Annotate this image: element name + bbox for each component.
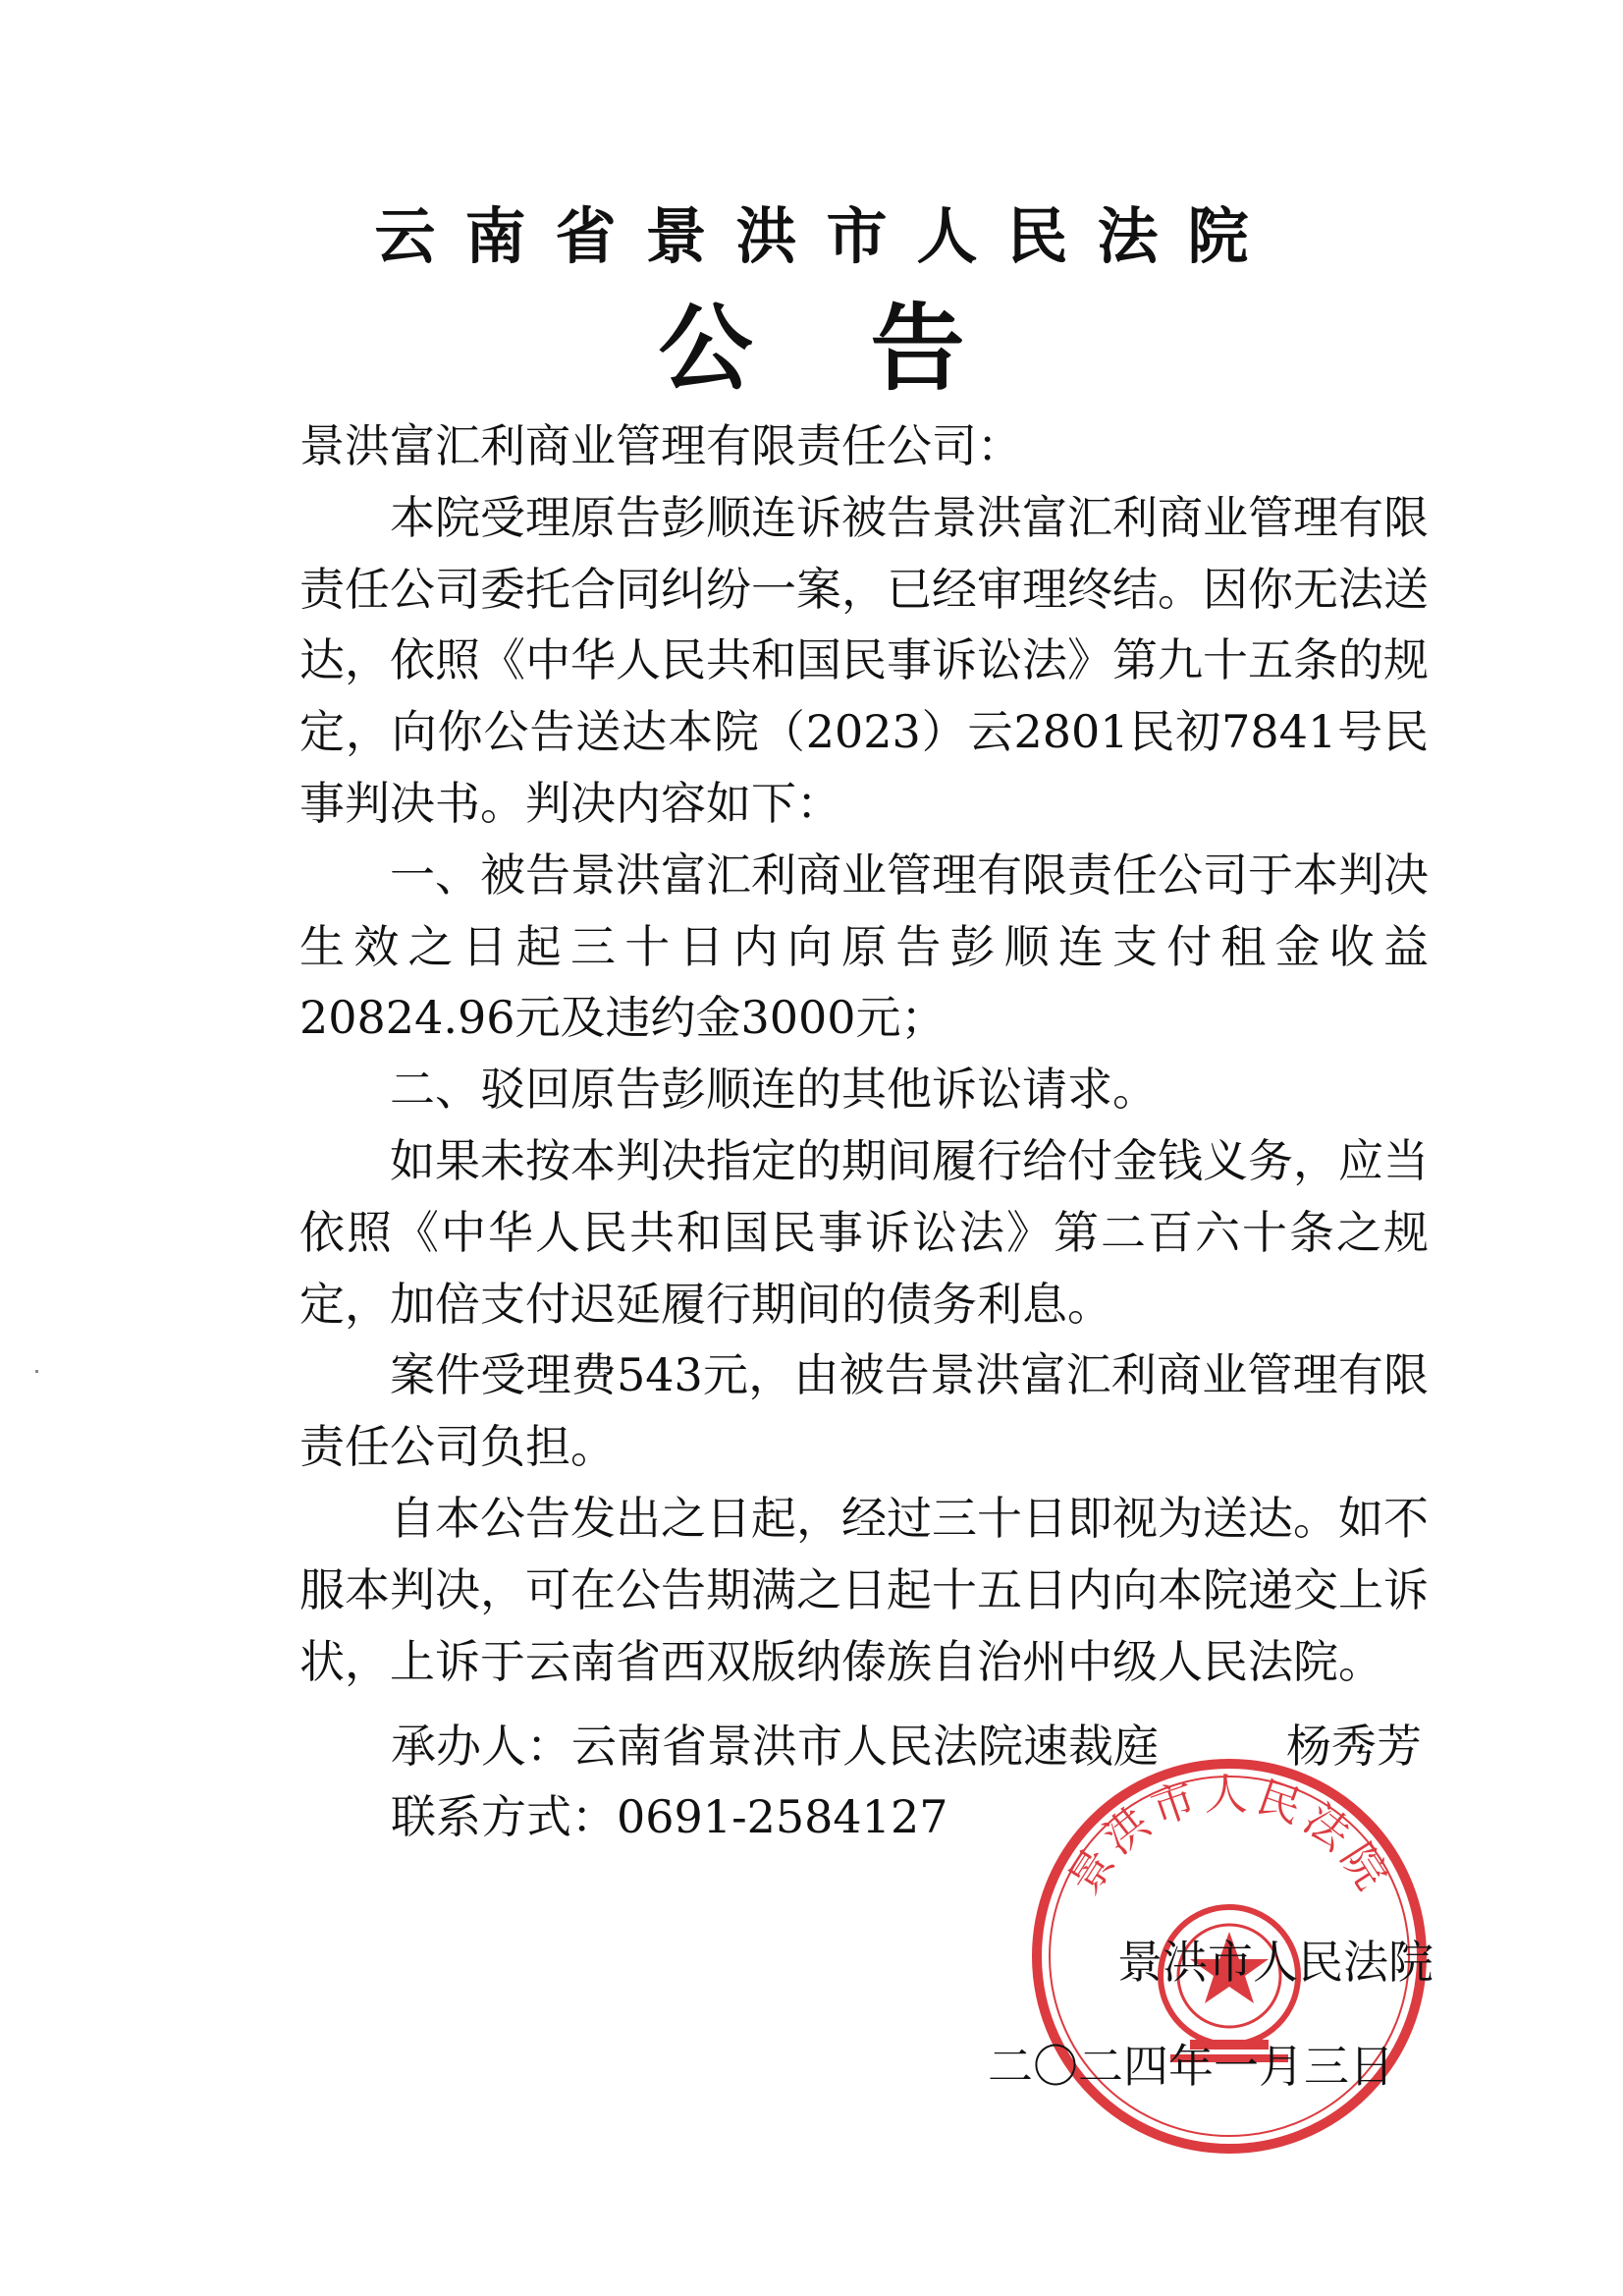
paragraph-judgment-item-2: 二、驳回原告彭顺连的其他诉讼请求。 — [390, 1063, 1158, 1117]
paragraph-case-intro: 本院受理原告彭顺连诉被告景洪富汇利商业管理有限责任公司委托合同纠纷一案，已经审理终结。因你无法送达，依照《中华人民共和国民事诉讼法》第九十五条的规定，向你公告送达本院（2023）云2801民初7841号民事判决书。判决内容如下： — [299, 490, 1429, 830]
court-name-heading: 云南省景洪市人民法院 — [374, 200, 1278, 272]
handler-label: 承办人：云南省景洪市人民法院速裁庭 — [391, 1720, 1159, 1773]
paragraph-late-payment: 如果未按本判决指定的期间履行给付金钱义务，应当依照《中华人民共和国民事诉讼法》第二百六十条之规定，加倍支付迟延履行期间的债务利息。 — [299, 1133, 1429, 1331]
contact-line: 联系方式：0691-2584127 — [391, 1790, 948, 1843]
paragraph-service-appeal: 自本公告发出之日起，经过三十日即视为送达。如不服本判决，可在公告期满之日起十五日内向本院递交上诉状，上诉于云南省西双版纳傣族自治州中级人民法院。 — [299, 1491, 1429, 1688]
handler-name: 杨秀芳 — [1286, 1720, 1422, 1773]
paragraph-judgment-item-1: 一、被告景洪富汇利商业管理有限责任公司于本判决生效之日起三十日内向原告彭顺连支付租金收益20824.96元及违约金3000元； — [299, 847, 1429, 1045]
notice-body — [299, 410, 1429, 1697]
svg-text:景洪市人民法院: 景洪市人民法院 — [1058, 1770, 1400, 1903]
paragraph-court-fee: 案件受理费543元，由被告景洪富汇利商业管理有限责任公司负担。 — [299, 1348, 1429, 1474]
addressee: 景洪富汇利商业管理有限责任公司： — [299, 419, 1022, 472]
issuing-court: 景洪市人民法院 — [1117, 1936, 1434, 1989]
notice-title: 公告 — [658, 294, 1083, 404]
scan-speck — [35, 1370, 38, 1373]
issue-date: 二〇二四年一月三日 — [988, 2040, 1394, 2093]
